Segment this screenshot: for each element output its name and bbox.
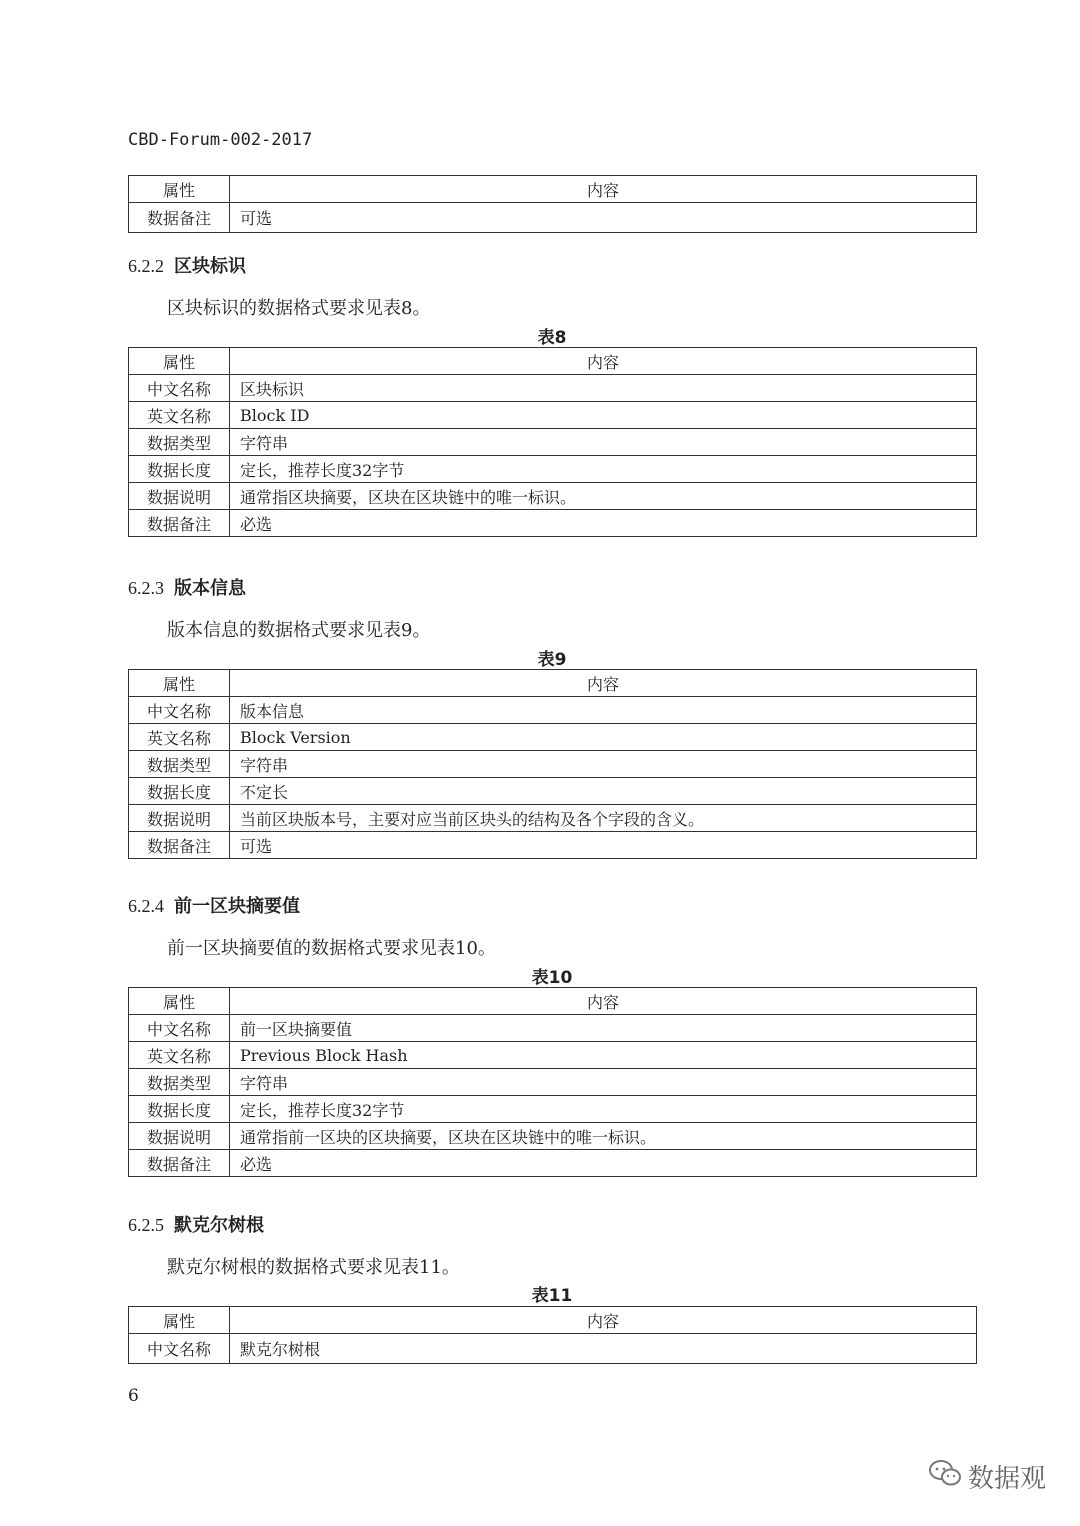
table-cell: 默克尔树根 xyxy=(230,1334,977,1364)
table-row xyxy=(129,510,977,537)
header-cell: 属性 xyxy=(129,176,230,203)
table-cell: 数据说明 xyxy=(129,1123,230,1150)
section-number: 6.2.2 xyxy=(128,256,164,276)
table-row xyxy=(129,751,977,778)
table-cell: 字符串 xyxy=(230,1069,977,1096)
table-cell: 必选 xyxy=(230,1150,977,1177)
table-cell: 通常指前一区块的区块摘要，区块在区块链中的唯一标识。 xyxy=(230,1123,977,1150)
table-cell: 数据备注 xyxy=(129,203,230,233)
table-header-row xyxy=(129,348,977,375)
table-cell: Previous Block Hash xyxy=(230,1042,977,1069)
table-row xyxy=(129,1150,977,1177)
table-cell: 数据长度 xyxy=(129,778,230,805)
header-cell: 属性 xyxy=(129,670,230,697)
header-cell: 内容 xyxy=(230,348,977,375)
table-row xyxy=(129,1069,977,1096)
table-cell: 英文名称 xyxy=(129,724,230,751)
header-cell: 属性 xyxy=(129,988,230,1015)
table-cell: 数据长度 xyxy=(129,1096,230,1123)
table-row xyxy=(129,697,977,724)
table-row xyxy=(129,483,977,510)
table-row xyxy=(129,203,977,233)
page-number: 6 xyxy=(128,1386,139,1406)
table-prev xyxy=(128,175,977,233)
table-caption: 表10 xyxy=(531,968,573,988)
section-title: 前一区块摘要值 xyxy=(174,896,300,917)
paragraph: 前一区块摘要值的数据格式要求见表10。 xyxy=(167,938,496,959)
table-row xyxy=(129,1334,977,1364)
table-cell: 数据备注 xyxy=(129,832,230,859)
table-cell: 字符串 xyxy=(230,751,977,778)
section-heading-6-2-4 xyxy=(128,892,300,918)
table-caption: 表11 xyxy=(531,1286,573,1306)
table-cell: 可选 xyxy=(230,203,977,233)
section-title: 默克尔树根 xyxy=(174,1215,264,1236)
table-row xyxy=(129,429,977,456)
table-cell: 数据说明 xyxy=(129,483,230,510)
table-row xyxy=(129,805,977,832)
table-cell: 当前区块版本号，主要对应当前区块头的结构及各个字段的含义。 xyxy=(230,805,977,832)
section-number: 6.2.3 xyxy=(128,578,164,598)
paragraph: 区块标识的数据格式要求见表8。 xyxy=(167,298,431,319)
table-cell: 版本信息 xyxy=(230,697,977,724)
table-cell: 数据备注 xyxy=(129,510,230,537)
table-cell: 英文名称 xyxy=(129,402,230,429)
table-row xyxy=(129,1123,977,1150)
document-header: CBD-Forum-002-2017 xyxy=(128,130,313,150)
table-row xyxy=(129,1096,977,1123)
table-cell: 可选 xyxy=(230,832,977,859)
table-9 xyxy=(128,669,977,859)
table-cell: 数据类型 xyxy=(129,1069,230,1096)
table-cell: 英文名称 xyxy=(129,1042,230,1069)
table-cell: 前一区块摘要值 xyxy=(230,1015,977,1042)
wechat-icon xyxy=(928,1459,968,1494)
table-cell: 定长，推荐长度32字节 xyxy=(230,1096,977,1123)
paragraph: 版本信息的数据格式要求见表9。 xyxy=(167,620,431,641)
table-row xyxy=(129,724,977,751)
table-header-row xyxy=(129,670,977,697)
section-number: 6.2.5 xyxy=(128,1215,164,1235)
table-10 xyxy=(128,987,977,1177)
watermark xyxy=(928,1458,1046,1495)
table-cell: 数据备注 xyxy=(129,1150,230,1177)
section-title: 区块标识 xyxy=(174,256,246,277)
table-row xyxy=(129,375,977,402)
table-cell: 数据类型 xyxy=(129,429,230,456)
table-8 xyxy=(128,347,977,537)
table-cell: 中文名称 xyxy=(129,697,230,724)
table-11 xyxy=(128,1306,977,1364)
table-cell: 数据说明 xyxy=(129,805,230,832)
table-header-row xyxy=(129,1307,977,1334)
header-cell: 属性 xyxy=(129,348,230,375)
section-number: 6.2.4 xyxy=(128,896,164,916)
table-row xyxy=(129,456,977,483)
table-cell: 字符串 xyxy=(230,429,977,456)
table-cell: 通常指区块摘要，区块在区块链中的唯一标识。 xyxy=(230,483,977,510)
table-cell: Block Version xyxy=(230,724,977,751)
table-row xyxy=(129,778,977,805)
section-title: 版本信息 xyxy=(174,578,246,599)
table-cell: 数据长度 xyxy=(129,456,230,483)
header-cell: 内容 xyxy=(230,1307,977,1334)
watermark-text: 数据观 xyxy=(968,1464,1047,1494)
header-cell: 内容 xyxy=(230,988,977,1015)
table-cell: 中文名称 xyxy=(129,1334,230,1364)
table-cell: 数据类型 xyxy=(129,751,230,778)
table-row xyxy=(129,832,977,859)
section-heading-6-2-2 xyxy=(128,252,246,278)
table-header-row xyxy=(129,988,977,1015)
table-cell: 定长，推荐长度32字节 xyxy=(230,456,977,483)
table-cell: 区块标识 xyxy=(230,375,977,402)
table-cell: 中文名称 xyxy=(129,1015,230,1042)
table-caption: 表9 xyxy=(537,650,567,670)
header-cell: 内容 xyxy=(230,670,977,697)
table-row xyxy=(129,1042,977,1069)
table-cell: 中文名称 xyxy=(129,375,230,402)
table-cell: 必选 xyxy=(230,510,977,537)
table-cell: 不定长 xyxy=(230,778,977,805)
section-heading-6-2-3 xyxy=(128,574,246,600)
table-cell: Block ID xyxy=(230,402,977,429)
table-row xyxy=(129,402,977,429)
table-header-row xyxy=(129,176,977,203)
table-caption: 表8 xyxy=(537,328,567,348)
table-row xyxy=(129,1015,977,1042)
paragraph: 默克尔树根的数据格式要求见表11。 xyxy=(167,1257,460,1278)
header-cell: 内容 xyxy=(230,176,977,203)
header-cell: 属性 xyxy=(129,1307,230,1334)
section-heading-6-2-5 xyxy=(128,1211,264,1237)
